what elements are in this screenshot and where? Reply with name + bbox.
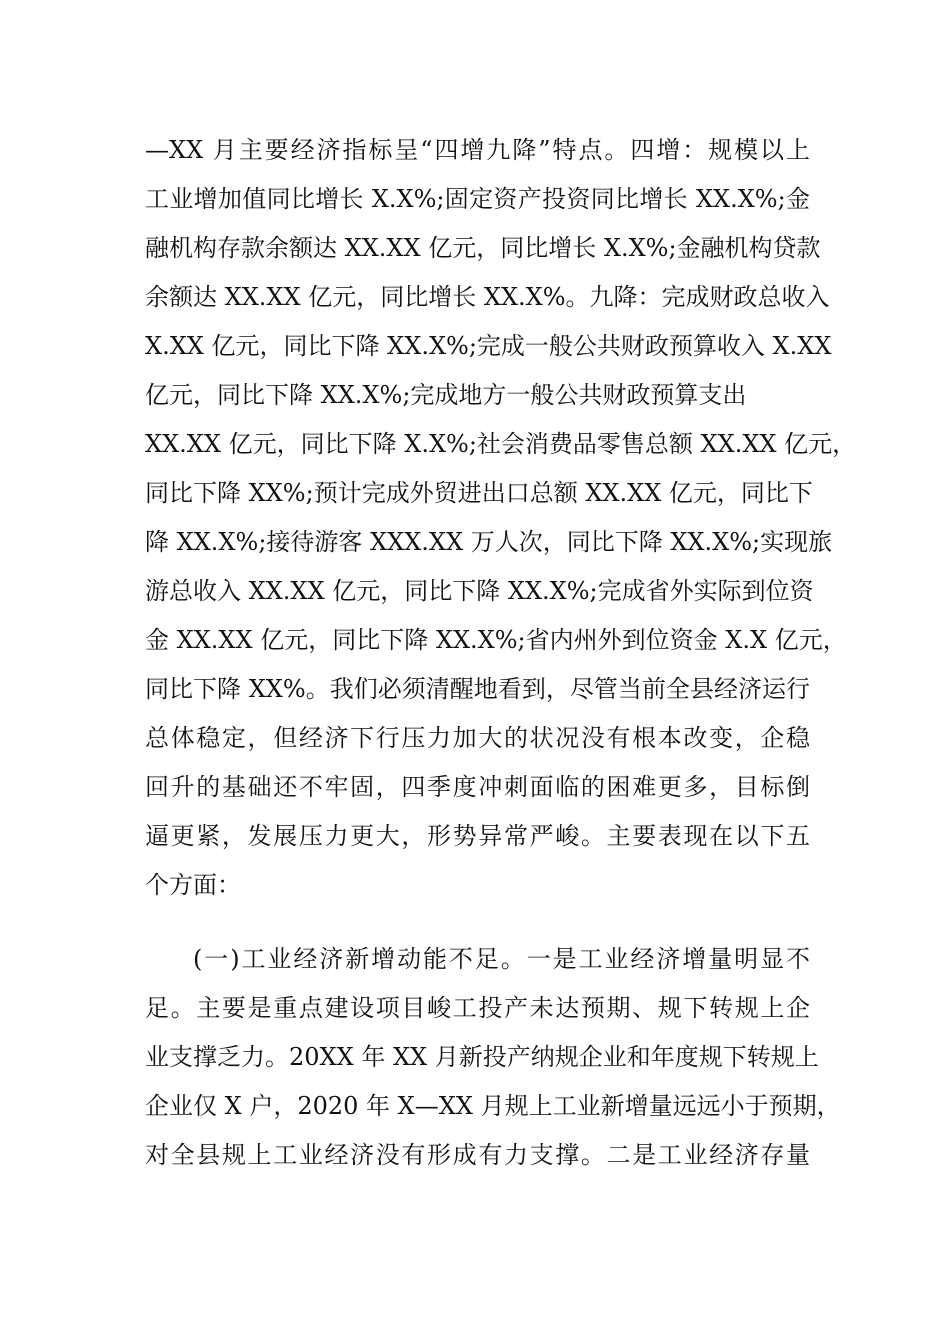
text-line: 同比下降 XX%。我们必须清醒地看到，尽管当前全县经济运行 bbox=[145, 675, 810, 703]
text-line: 余额达 XX.XX 亿元，同比增长 XX.X%。九降：完成财政总收入 bbox=[145, 283, 830, 311]
text-line: 足。主要是重点建设项目峻工投产未达预期、规下转规上企 bbox=[145, 994, 810, 1022]
text-line: 回升的基础还不牢固，四季度冲刺面临的困难更多，目标倒 bbox=[145, 773, 810, 801]
text-line: 个方面： bbox=[145, 871, 241, 899]
text-line: 亿元，同比下降 XX.X%;完成地方一般公共财政预算支出 bbox=[145, 381, 747, 409]
text-line: 逼更紧，发展压力更大，形势异常严峻。主要表现在以下五 bbox=[145, 822, 810, 850]
text-line: (一)工业经济新增动能不足。一是工业经济增量明显不 bbox=[193, 945, 810, 973]
text-line: 同比下降 XX%;预计完成外贸进出口总额 XX.XX 亿元，同比下 bbox=[145, 479, 813, 507]
paragraph-economic-indicators bbox=[145, 126, 857, 910]
text-line: 企业仅 X 户，2020 年 X—XX 月规上工业新增量远远小于预期， bbox=[145, 1092, 841, 1120]
text-line: 总体稳定，但经济下行压力加大的状况没有根本改变，企稳 bbox=[145, 724, 810, 752]
paragraph-industrial-economy bbox=[145, 935, 841, 1180]
text-line: 游总收入 XX.XX 亿元，同比下降 XX.X%;完成省外实际到位资 bbox=[145, 577, 814, 605]
text-line: 融机构存款余额达 XX.XX 亿元，同比增长 X.X%;金融机构贷款 bbox=[145, 234, 821, 262]
text-line: 工业增加值同比增长 X.X%;固定资产投资同比增长 XX.X%;金 bbox=[145, 185, 810, 213]
text-line: 业支撑乏力。20XX 年 XX 月新投产纳规企业和年度规下转规上 bbox=[145, 1043, 819, 1071]
text-line: 对全县规上工业经济没有形成有力支撑。二是工业经济存量 bbox=[145, 1141, 810, 1169]
text-line: XX.XX 亿元，同比下降 X.X%;社会消费品零售总额 XX.XX 亿元， bbox=[145, 430, 857, 458]
text-line: —XX 月主要经济指标呈“四增九降”特点。四增：规模以上 bbox=[145, 136, 810, 164]
text-line: X.XX 亿元，同比下降 XX.X%;完成一般公共财政预算收入 X.XX bbox=[145, 332, 832, 360]
text-line: 降 XX.X%;接待游客 XXX.XX 万人次，同比下降 XX.X%;实现旅 bbox=[145, 528, 833, 556]
text-line: 金 XX.XX 亿元，同比下降 XX.X%;省内州外到位资金 X.X 亿元， bbox=[145, 626, 847, 654]
